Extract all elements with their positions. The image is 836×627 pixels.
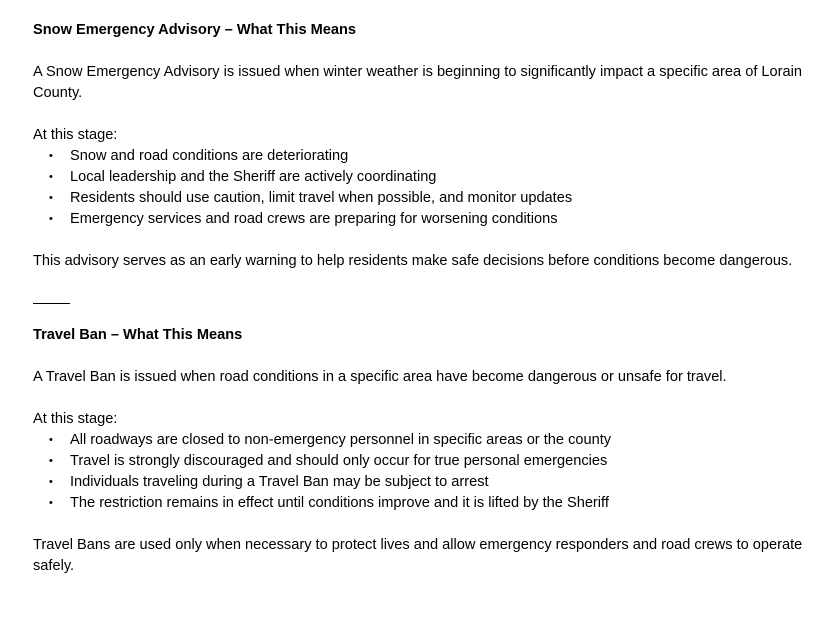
list-item [33,451,823,472]
list-item-text: Residents should use caution, limit travel when possible, and monitor updates [70,190,573,206]
bullet-icon: • [49,213,53,225]
bullet-icon: • [49,497,53,509]
list-item [33,188,823,209]
bullet-icon: • [49,192,53,204]
document-body [33,20,823,577]
spacer [33,230,823,251]
list-item [33,493,823,514]
list-item-text: All roadways are closed to non-emergency personnel in specific areas or the county [70,432,612,448]
advisory-closing: This advisory serves as an early warning to help residents make safe decisions before conditions become dangerous. [33,253,793,269]
bullet-icon: • [49,455,53,467]
list-item-text: Travel is strongly discouraged and should only occur for true personal emergencies [70,453,608,469]
list-item [33,209,823,230]
bullet-icon: • [49,476,53,488]
bullet-icon: • [49,171,53,183]
list-item-text: The restriction remains in effect until conditions improve and it is lifted by the Sheriff [70,495,609,511]
advisory-heading: Snow Emergency Advisory – What This Means [33,22,357,38]
spacer [33,104,823,125]
travel-ban-heading: Travel Ban – What This Means [33,327,243,343]
spacer [33,346,823,367]
travel-ban-intro: A Travel Ban is issued when road conditions in a specific area have become dangerous or unsafe for travel. [33,369,727,385]
advisory-stage-label: At this stage: [33,127,118,143]
advisory-intro: A Snow Emergency Advisory is issued when winter weather is beginning to significantly impact a specific area of Lorain County. [33,64,802,101]
spacer [33,514,823,535]
advisory-section [33,20,823,272]
list-item-text: Individuals traveling during a Travel Ban may be subject to arrest [70,474,489,490]
travel-ban-section [33,325,823,577]
list-item [33,430,823,451]
spacer [33,388,823,409]
travel-ban-stage-label: At this stage: [33,411,118,427]
section-divider [33,303,70,304]
spacer [33,314,823,325]
list-item [33,146,823,167]
list-item [33,167,823,188]
bullet-icon: • [49,434,53,446]
spacer [33,272,823,293]
list-item-text: Local leadership and the Sheriff are actively coordinating [70,169,437,185]
list-item-text: Emergency services and road crews are preparing for worsening conditions [70,211,558,227]
list-item-text: Snow and road conditions are deteriorating [70,148,349,164]
travel-ban-closing: Travel Bans are used only when necessary to protect lives and allow emergency responders and road crews to operate safely. [33,537,803,574]
bullet-icon: • [49,150,53,162]
travel-ban-bullet-list [33,430,823,514]
list-item [33,472,823,493]
spacer [33,41,823,62]
advisory-bullet-list [33,146,823,230]
